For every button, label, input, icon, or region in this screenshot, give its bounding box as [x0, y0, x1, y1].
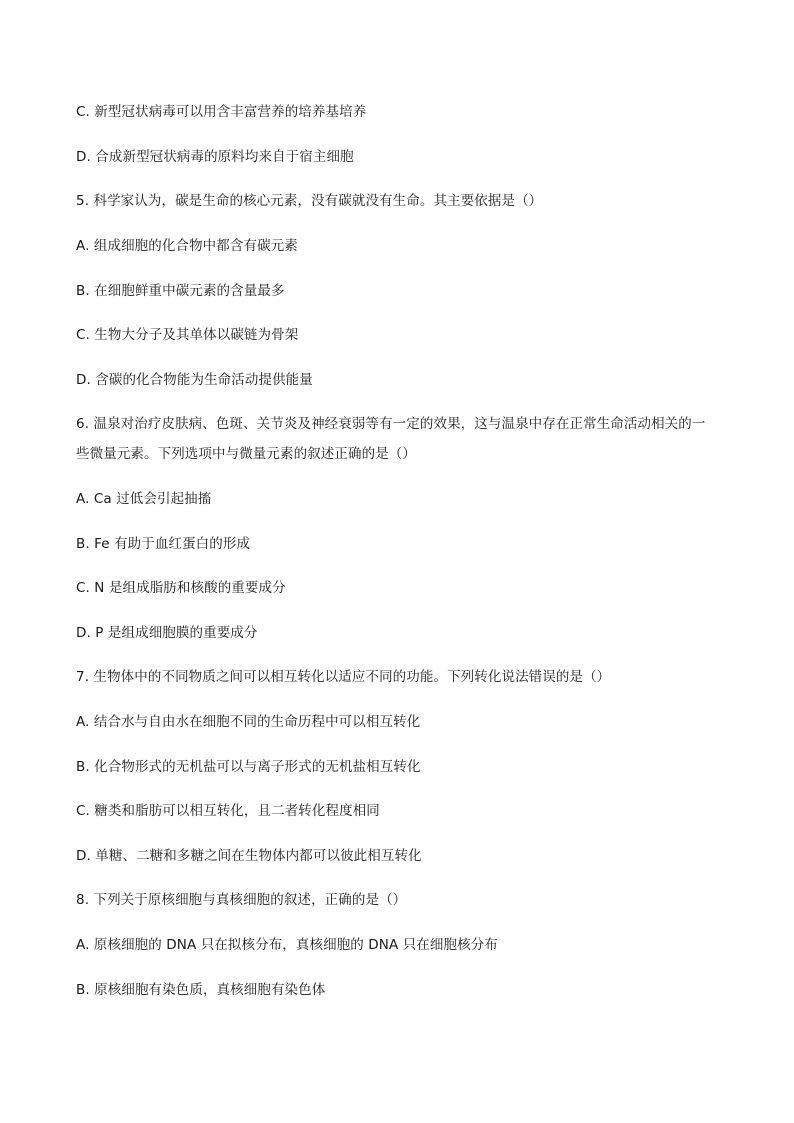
option-4c: C. 新型冠状病毒可以用含丰富营养的培养基培养 — [76, 104, 367, 120]
option-5b: B. 在细胞鲜重中碳元素的含量最多 — [76, 283, 285, 299]
option-6c: C. N 是组成脂肪和核酸的重要成分 — [76, 580, 286, 596]
option-7d: D. 单糖、二糖和多糖之间在生物体内都可以彼此相互转化 — [76, 848, 422, 864]
option-8b: B. 原核细胞有染色质，真核细胞有染色体 — [76, 982, 326, 998]
option-5c: C. 生物大分子及其单体以碳链为骨架 — [76, 327, 299, 343]
option-4d: D. 合成新型冠状病毒的原料均来自于宿主细胞 — [76, 149, 354, 165]
option-6b: B. Fe 有助于血红蛋白的形成 — [76, 536, 251, 552]
question-7-stem: 7. 生物体中的不同物质之间可以相互转化以适应不同的功能。下列转化说法错误的是（） — [76, 669, 611, 685]
option-8a: A. 原核细胞的 DNA 只在拟核分布，真核细胞的 DNA 只在细胞核分布 — [76, 937, 498, 953]
option-7b: B. 化合物形式的无机盐可以与离子形式的无机盐相互转化 — [76, 759, 421, 775]
question-5-stem: 5. 科学家认为，碳是生命的核心元素，没有碳就没有生命。其主要依据是（） — [76, 193, 543, 209]
question-8-stem: 8. 下列关于原核细胞与真核细胞的叙述，正确的是（） — [76, 892, 407, 908]
question-6-stem-line-1: 6. 温泉对治疗皮肤病、色斑、关节炎及神经衰弱等有一定的效果，这与温泉中存在正常生命活动相关的一 — [76, 416, 706, 432]
option-5d: D. 含碳的化合物能为生命活动提供能量 — [76, 372, 313, 388]
option-6a: A. Ca 过低会引起抽搐 — [76, 491, 212, 507]
question-6-stem-line-2: 些微量元素。下列选项中与微量元素的叙述正确的是（） — [76, 446, 416, 462]
option-6d: D. P 是组成细胞膜的重要成分 — [76, 625, 258, 641]
option-5a: A. 组成细胞的化合物中都含有碳元素 — [76, 238, 298, 254]
option-7a: A. 结合水与自由水在细胞不同的生命历程中可以相互转化 — [76, 714, 421, 730]
option-7c: C. 糖类和脂肪可以相互转化，且二者转化程度相同 — [76, 803, 380, 819]
